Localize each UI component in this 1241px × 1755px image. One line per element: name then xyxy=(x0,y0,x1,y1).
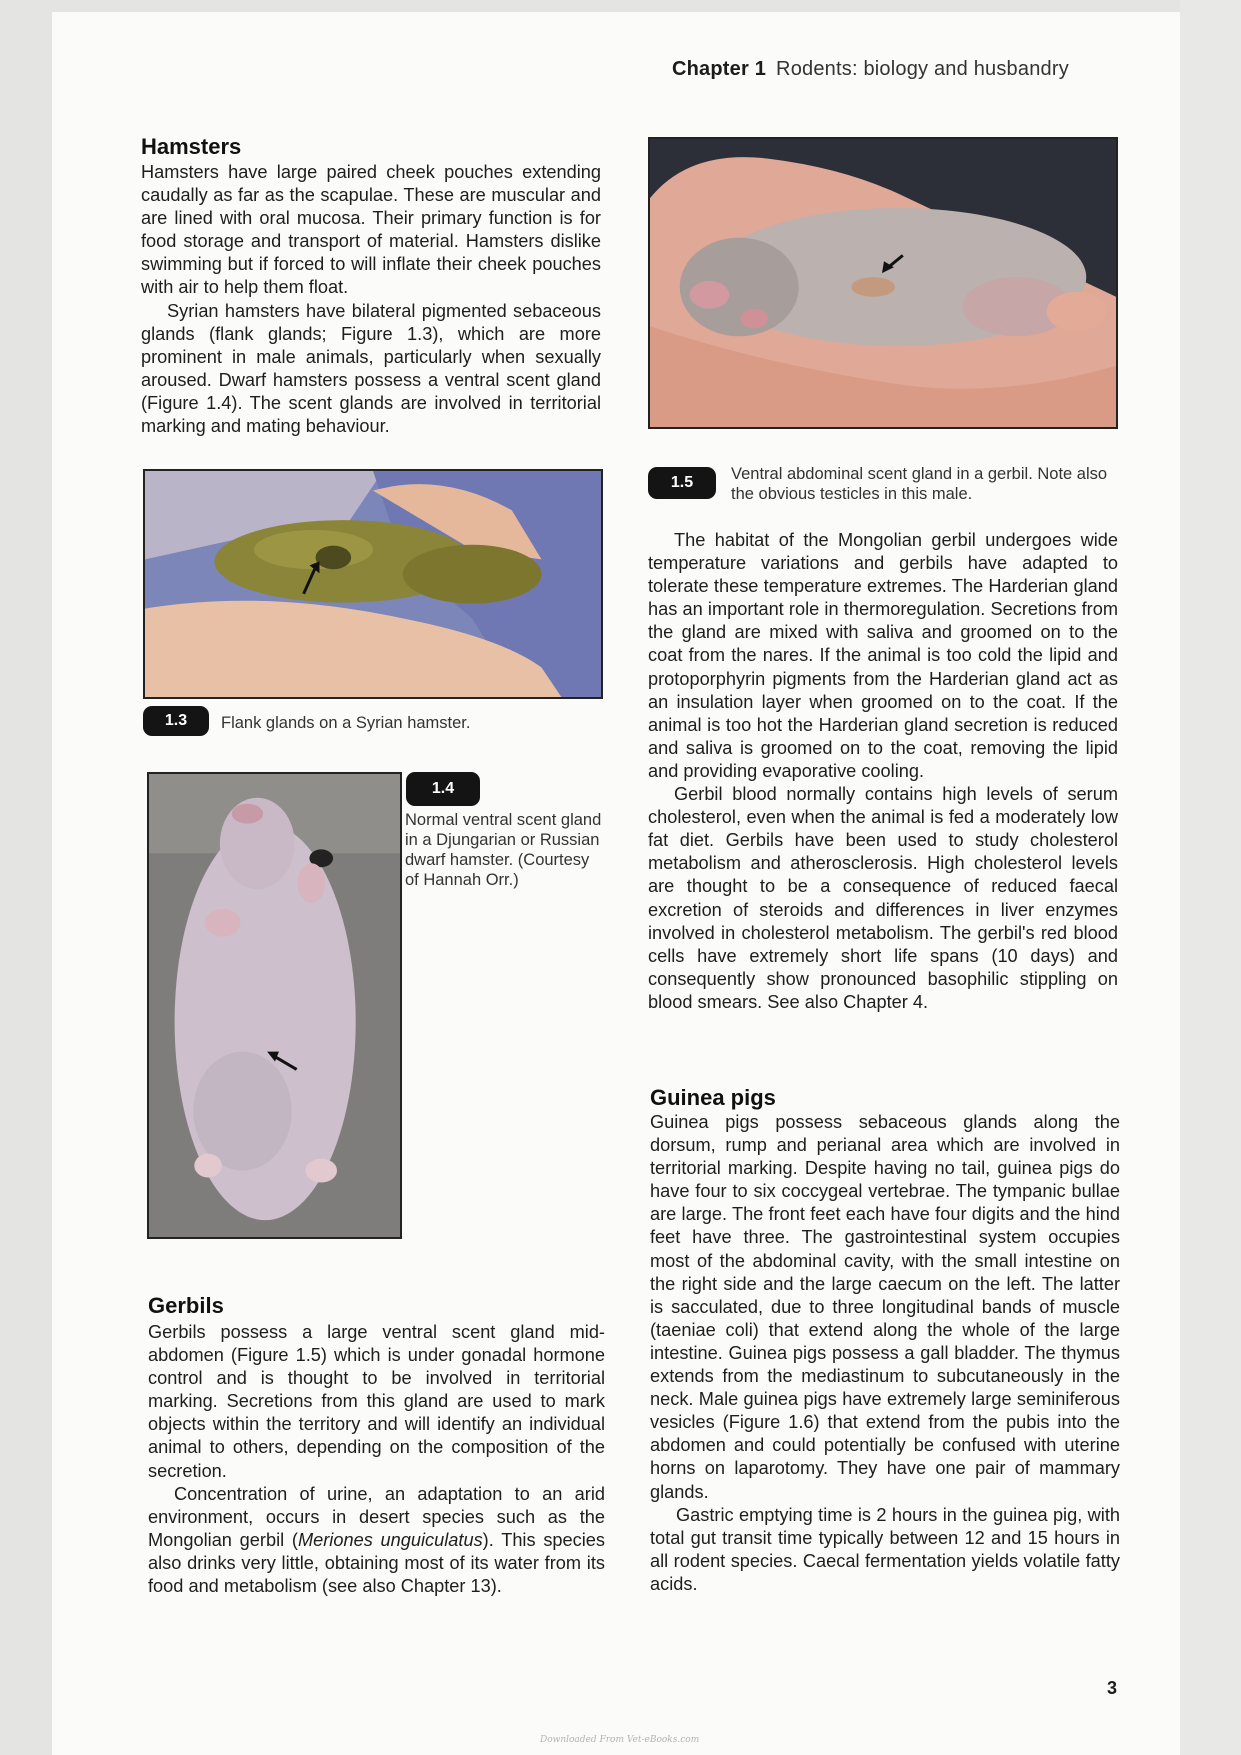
figure-1-4-photo xyxy=(147,772,402,1239)
right-paragraph-1: The habitat of the Mongolian gerbil undergoes wide temperature variations and gerbils have adapted to tolerate these temperature extremes. The Harderian gland has an important role in thermoregulation. Secretions from the gland are mixed with saliva and groomed on to the coat from the nares. If the animal is too cold the lipid and protoporphyrin pigments from the Harderian gland act as an insulation layer when groomed on to the coat. If the animal is too hot the Harderian gland secretion is reduced and saliva is groomed on to the coat, removing the lipid and providing evaporative cooling. xyxy=(648,530,1118,781)
gerbils-heading: Gerbils xyxy=(148,1293,224,1318)
figure-1-4-badge: 1.4 xyxy=(406,772,480,806)
chapter-title: Rodents: biology and husbandry xyxy=(776,58,1069,80)
right-paragraph-2: Gerbil blood normally contains high levels of serum cholesterol, even when the animal is fed a moderately low fat diet. Gerbils have been used to study cholesterol metabolism and atherosclerosis. High cholesterol levels are thought to be a consequence of reduced faecal excretion of steroids and differences in liver enzymes involved in cholesterol metabolism. The gerbil's red blood cells have extremely short life spans (10 days) and consequently show pronounced basophilic stippling on blood smears. See also Chapter 4. xyxy=(648,784,1118,1012)
gerbils-p2-start: Concentration of urine, an adaptation to an arid environment, occurs in desert species such as the Mongolian gerbil ( xyxy=(148,1483,605,1550)
figure-1-5-photo xyxy=(648,137,1118,429)
figure-1-3-caption: Flank glands on a Syrian hamster. xyxy=(221,714,471,732)
gerbils-text xyxy=(148,1321,605,1598)
figure-1-3-badge: 1.3 xyxy=(143,706,209,736)
guinea-pigs-paragraph-2: Gastric emptying time is 2 hours in the guinea pig, with total gut transit time typically between 12 and 15 hours in all rodent species. Caecal fermentation yields volatile fatty acids. xyxy=(650,1504,1120,1594)
running-head xyxy=(672,58,1069,81)
gerbils-paragraph-2 xyxy=(148,1483,605,1598)
hamsters-heading: Hamsters xyxy=(141,134,242,159)
guinea-pigs-heading: Guinea pigs xyxy=(650,1085,776,1110)
hamsters-text xyxy=(141,161,601,438)
gerbils-paragraph-1: Gerbils possess a large ventral scent gland mid-abdomen (Figure 1.5) which is under gonadal hormone control and is thought to be involved in territorial marking. Secretions from this gland are used to mark objects within the territory and will identify an individual animal to others, depending on the composition of the secretion. xyxy=(148,1322,605,1481)
species-name: Meriones unguiculatus xyxy=(297,1529,483,1550)
gerbils-p2-end: ). This species also drinks very little, obtaining most of its water from its food and metabolism (see also Chapter 13). xyxy=(148,1529,605,1597)
gerbil-habitat-text xyxy=(648,529,1118,1014)
guinea-pigs-paragraph-1: Guinea pigs possess sebaceous glands along the dorsum, rump and perianal area which are involved in territorial marking. Despite having no tail, guinea pigs do have four to six coccygeal vertebrae. The tympanic bullae are large. The front feet each have four digits and the hind feet have three. The gastrointestinal system occupies most of the abdominal cavity, with the small intestine on the right side and the large caecum on the left. The latter is sacculated, due to three longitudinal bands of muscle (taeniae coli) that extend along the whole of the large intestine. Guinea pigs possess a gall bladder. The thymus extends from the mediastinum to subcutaneously in the neck. Male guinea pigs have extremely large seminiferous vesicles (Figure 1.6) that extend from the pubis into the abdomen and could potentially be confused with uterine horns on laparotomy. They have one pair of mammary glands. xyxy=(650,1112,1120,1502)
chapter-label: Chapter 1 xyxy=(672,58,767,80)
page-number: 3 xyxy=(1107,1678,1118,1698)
hamsters-paragraph-1: Hamsters have large paired cheek pouches extending caudally as far as the scapulae. These are muscular and are lined with oral mucosa. Their primary function is for food storage and transport of material. Hamsters dislike swimming but if forced to will inflate their cheek pouches with air to help them float. xyxy=(141,162,601,298)
page-margin-shade xyxy=(1180,0,1241,1755)
guinea-pigs-text xyxy=(650,1111,1120,1596)
figure-1-5-caption: Ventral abdominal scent gland in a gerbil. Note also the obvious testicles in this male. xyxy=(731,465,1108,503)
figure-1-3-photo xyxy=(143,469,603,699)
figure-1-4-caption: Normal ventral scent gland in a Djungarian or Russian dwarf hamster. (Courtesy of Hannah Orr.) xyxy=(405,811,602,889)
download-watermark: Downloaded From Vet-eBooks.com xyxy=(540,1735,700,1745)
figure-1-5-badge: 1.5 xyxy=(648,467,716,499)
hamsters-paragraph-2: Syrian hamsters have bilateral pigmented sebaceous glands (flank glands; Figure 1.3), which are more prominent in male animals, particularly when sexually aroused. Dwarf hamsters possess a ventral scent gland (Figure 1.4). The scent glands are involved in territorial marking and mating behaviour. xyxy=(141,300,601,437)
